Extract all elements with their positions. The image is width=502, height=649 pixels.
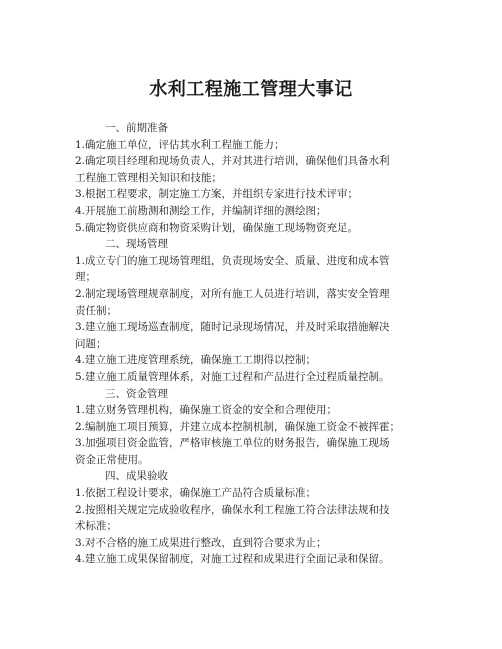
item-text: 5.建立施工质量管理体系，对施工过程和产品进行全过程质量控制。	[75, 370, 390, 383]
item-text: 责任制；	[75, 304, 117, 317]
list-item	[75, 286, 487, 319]
list-item	[75, 352, 487, 369]
section-heading: 二、现场管理	[105, 238, 168, 251]
item-text: 2.确定项目经理和现场负责人，并对其进行培训，确保他们具备水利	[75, 155, 390, 168]
item-text: 3.建立施工现场巡查制度，随时记录现场情况，并及时采取措施解决	[75, 321, 390, 334]
list-item	[75, 419, 487, 436]
section-acceptance	[75, 468, 487, 568]
list-item	[75, 435, 487, 468]
list-item	[75, 186, 487, 203]
item-text: 4.开展施工前勘测和测绘工作，并编制详细的测绘图；	[75, 204, 327, 217]
item-text: 资金正常使用。	[75, 453, 149, 466]
list-item	[75, 402, 487, 419]
section-heading: 三、资金管理	[105, 387, 168, 400]
list-item	[75, 220, 487, 237]
item-text: 1.依据工程设计要求，确保施工产品符合质量标准；	[75, 487, 317, 500]
list-item	[75, 253, 487, 286]
section-heading: 四、成果验收	[105, 470, 168, 483]
item-text: 2.制定现场管理规章制度，对所有施工人员进行培训，落实安全管理	[75, 287, 390, 300]
section-fund-management	[75, 386, 487, 469]
section-preparation	[75, 120, 487, 236]
item-text: 1.确定施工单位，评估其水利工程施工能力；	[75, 138, 285, 151]
section-site-management	[75, 236, 487, 385]
item-text: 4.建立施工成果保留制度，对施工过程和成果进行全面记录和保留。	[75, 553, 390, 566]
section-heading: 一、前期准备	[105, 122, 168, 134]
item-text: 4.建立施工进度管理系统，确保施工工期得以控制；	[75, 354, 317, 367]
item-text: 2.编制施工项目预算，并建立成本控制机制，确保施工资金不被挥霍；	[75, 420, 401, 433]
list-item	[75, 535, 487, 552]
list-item	[75, 369, 487, 386]
document-title: 水利工程施工管理大事记	[149, 79, 353, 100]
item-text: 2.按照相关规定完成验收程序，确保水利工程施工符合法律法规和技	[75, 503, 390, 516]
item-text: 工程施工管理相关知识和技能；	[75, 171, 222, 184]
item-text: 3.根据工程要求，制定施工方案，并组织专家进行技术评审；	[75, 188, 359, 201]
item-text: 术标准；	[75, 520, 117, 533]
item-text: 5.确定物资供应商和物资采购计划，确保施工现场物资充足。	[75, 221, 359, 234]
document-body	[75, 120, 487, 568]
item-text: 1.成立专门的施工现场管理组，负责现场安全、质量、进度和成本管	[75, 254, 390, 267]
item-text: 理；	[75, 271, 96, 284]
item-text: 1.建立财务管理机构，确保施工资金的安全和合理使用；	[75, 404, 338, 417]
item-text: 3.对不合格的施工成果进行整改，直到符合要求为止；	[75, 536, 327, 549]
list-item	[75, 203, 487, 220]
list-item	[75, 319, 487, 352]
list-item	[75, 502, 487, 535]
list-item	[75, 485, 487, 502]
list-item	[75, 137, 487, 154]
list-item	[75, 551, 487, 568]
item-text: 问题；	[75, 337, 107, 350]
list-item	[75, 153, 487, 186]
item-text: 3.加强项目资金监管，严格审核施工单位的财务报告，确保施工现场	[75, 437, 390, 450]
